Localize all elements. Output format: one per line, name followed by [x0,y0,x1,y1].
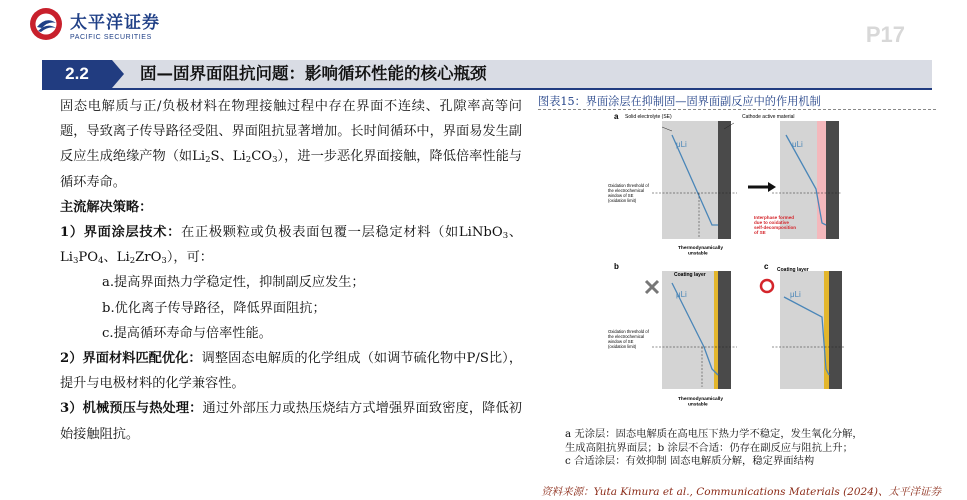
panel-a [608,112,842,257]
cross-icon [646,281,658,293]
company-logo [28,6,160,42]
logo-icon [28,6,64,42]
panel-c-letter: c [764,262,769,271]
check-circle-icon [761,280,773,292]
section-arrow [112,60,124,88]
caption-line: 生成高阻抗界面层；b 涂层不合适：仍存在副反应与阻抗上升； [565,441,853,454]
source-note: 资料来源：Yuta Kimura et al., Communications Materials (2024)、太平洋证券 [541,486,941,498]
interphase-note: Interphase formed due to oxidative self-decomposition of SE [754,215,797,235]
svg-text:Oxidation threshold of: Oxidation threshold of the electrochemical window of SE (oxidation limit) [608,329,649,349]
figure-title-rule [538,109,936,110]
figure-title: 图表15：界面涂层在抑制固—固界面副反应中的作用机制 [538,95,821,108]
logo-name-en: PACIFIC SECURITIES [70,33,152,41]
strategy-3: 3）机械预压与热处理：通过外部压力或热压烧结方式增强界面致密度，降低初始接触阻抗。 [60,401,522,442]
panel-b-letter: b [614,262,619,271]
section-underline [42,88,932,90]
logo-name-cn: 太平洋证券 [70,12,160,33]
strategy-heading: 主流解决策略： [60,199,153,215]
intro-paragraph: 固态电解质与正/负极材料在物理接触过程中存在界面不连续、孔隙率高等问题，导致离子传导路径受阻、界面阻抗显著增加。长时间循环中，界面易发生副反应生成绝缘产物（如$Li_2S$、$Li_2CO_3$），进一步恶化界面接触，降低倍率性能与循环寿命。 [60,99,522,190]
coating-label-c: Coating layer [777,267,809,273]
mu-li-label: μLi [676,140,687,149]
section-number: 2.2 [42,60,112,88]
strategy-1-item-c: c.提高循环寿命与倍率性能。 [102,325,272,341]
caption-line: c 合适涂层：有效抑制 固态电解质分解，稳定界面结构 [565,455,815,468]
svg-text:μLi: μLi [790,290,801,299]
strategy-2: 2）界面材料匹配优化：调整固态电解质的化学组成（如调节硫化物中P/S比），提升与电极材料的化学兼容性。 [60,351,523,392]
figure-captions [565,428,940,469]
figure-diagram [608,111,862,414]
panel-c [761,262,844,389]
coating-label-b: Coating layer [674,272,706,278]
caption-line: a 无涂层：固态电解质在高电压下热力学不稳定，发生氧化分解， [565,428,863,440]
cathode-block [718,121,731,239]
panel-a-letter: a [614,112,619,121]
thermo-unstable-label-a: Thermodynamically unstable [678,246,724,257]
label-solid-electrolyte: Solid electrolyte (SE) [625,114,672,120]
thermo-unstable-label-b: Thermodynamically unstable [678,397,724,408]
section-title: 固—固界面阻抗问题：影响循环性能的核心瓶颈 [140,64,487,83]
panel-b [608,262,737,408]
strategy-1-item-b: b.优化离子传导路径，降低界面阻抗； [102,300,326,316]
electrolyte-block [662,121,718,239]
label-cathode: Cathode active material [742,114,795,120]
body-text [60,94,522,447]
page-number: P17 [865,22,905,47]
oxidation-threshold-label: Oxidation threshold of the electrochemical window of SE (oxidation limit) [608,183,649,203]
strategy-1: 1）界面涂层技术：在正极颗粒或负极表面包覆一层稳定材料（如LiNbO$_3$、$Li_3PO_4$、$Li_2ZrO_3$），可： [60,225,523,267]
svg-text:μLi: μLi [676,290,687,299]
svg-text:μLi: μLi [792,140,803,149]
strategy-1-item-a: a.提高界面热力学稳定性，抑制副反应发生； [102,275,365,291]
